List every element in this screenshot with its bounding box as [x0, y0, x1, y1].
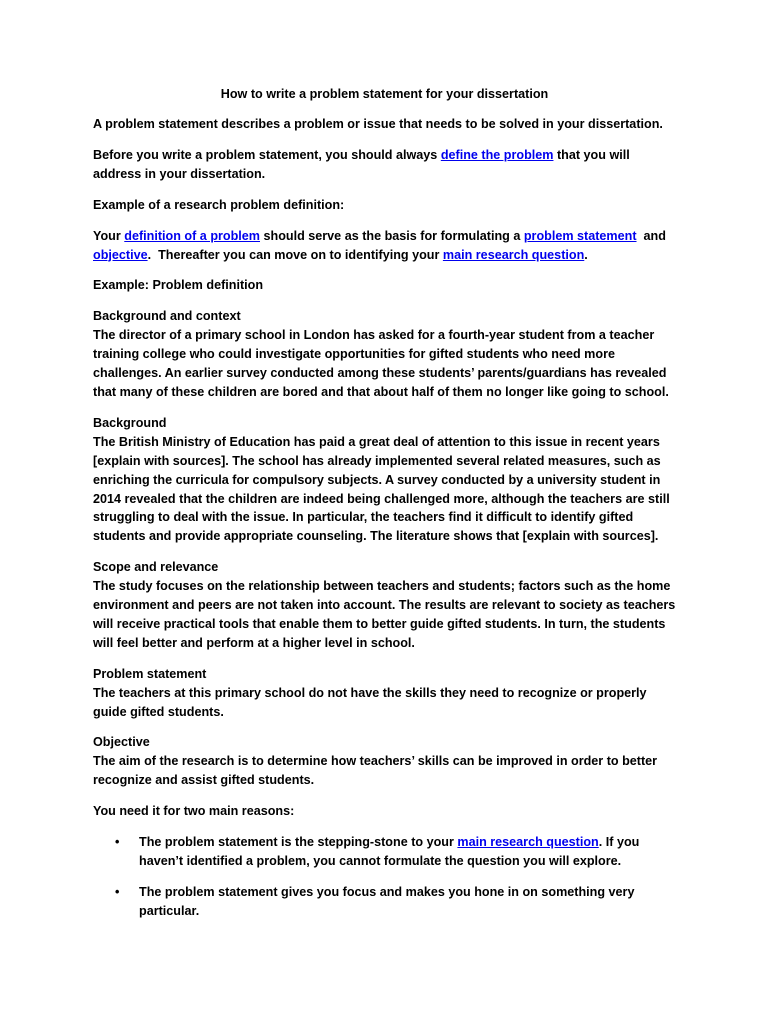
section-body: The study focuses on the relationship between teachers and students; factors such as the home environment and peers are not taken into account. The results are relevant to society as teachers will receive practical tools that enable them to better guide gifted students. In turn, the students will feel better and perform at a higher level in school. [93, 579, 676, 650]
list-item-text: The problem statement is the stepping-stone to your [139, 835, 458, 850]
reasons-list [93, 833, 676, 921]
paragraph-text: Before you write a problem statement, you should always [93, 147, 441, 162]
list-item [115, 833, 676, 871]
section-body: The aim of the research is to determine how teachers’ skills can be improved in order to better recognize and assist gifted students. [93, 754, 658, 788]
document-title: How to write a problem statement for your dissertation [220, 87, 549, 101]
paragraph-text: Your [93, 228, 125, 243]
paragraph-text: that you will address in your dissertation. [93, 147, 630, 181]
paragraph-text: should serve as the basis for formulating a [260, 228, 524, 243]
bullet-icon: • [115, 884, 120, 899]
section-heading: Scope and relevance [93, 560, 219, 575]
section-body: The director of a primary school in London has asked for a fourth-year student from a teacher training college who could investigate opportunities for gifted students who need more challenges. An earlier survey conducted among these students’ parents/guardians has revealed that many of these children are bored and that about half of them no longer like going to school. [93, 328, 669, 399]
example-definition-label: Example of a research problem definition: [93, 197, 345, 212]
bullet-icon: • [115, 835, 120, 850]
problem-statement-link[interactable]: problem statement [523, 228, 637, 243]
section-heading: Background and context [93, 309, 241, 324]
paragraph-text: . Thereafter you can move on to identifying your [147, 247, 443, 262]
paragraph-text: . [584, 247, 588, 262]
define-problem-paragraph [93, 146, 676, 184]
section-heading: Background [93, 415, 167, 430]
reasons-intro: You need it for two main reasons: [93, 804, 295, 819]
intro-paragraph: A problem statement describes a problem or issue that needs to be solved in your dissertation. [93, 117, 663, 131]
list-item-text: . If you haven’t identified a problem, you cannot formulate the question you will explore. [139, 835, 640, 868]
section-heading: Problem statement [93, 666, 207, 681]
define-the-problem-link[interactable]: define the problem [440, 147, 554, 162]
main-research-question-link[interactable]: main research question [457, 835, 599, 850]
example-problem-definition-label: Example: Problem definition [93, 278, 264, 293]
list-item-text: The problem statement gives you focus and makes you hone in on something very particular. [139, 884, 635, 918]
paragraph-text: and [636, 228, 670, 243]
section-body: The British Ministry of Education has paid a great deal of attention to this issue in recent years [explain with sources]. The school has already implemented several related measures, such as enriching the curricula for compulsory subjects. A survey conducted by a university student in 2014 revealed that the children are indeed being challenged more, although the teachers are still struggling to deal with the issue. In particular, the teachers find it difficult to identify gifted students and provide appropriate counseling. The literature shows that [explain with sources]. [93, 434, 670, 544]
main-research-question-link[interactable]: main research question [442, 247, 585, 262]
section-body: The teachers at this primary school do not have the skills they need to recognize or properly guide gifted students. [93, 685, 647, 719]
section-heading: Objective [93, 735, 150, 750]
basis-paragraph [93, 227, 676, 265]
definition-of-a-problem-link[interactable]: definition of a problem [124, 228, 260, 243]
objective-link[interactable]: objective [93, 247, 148, 262]
list-item [115, 883, 676, 921]
